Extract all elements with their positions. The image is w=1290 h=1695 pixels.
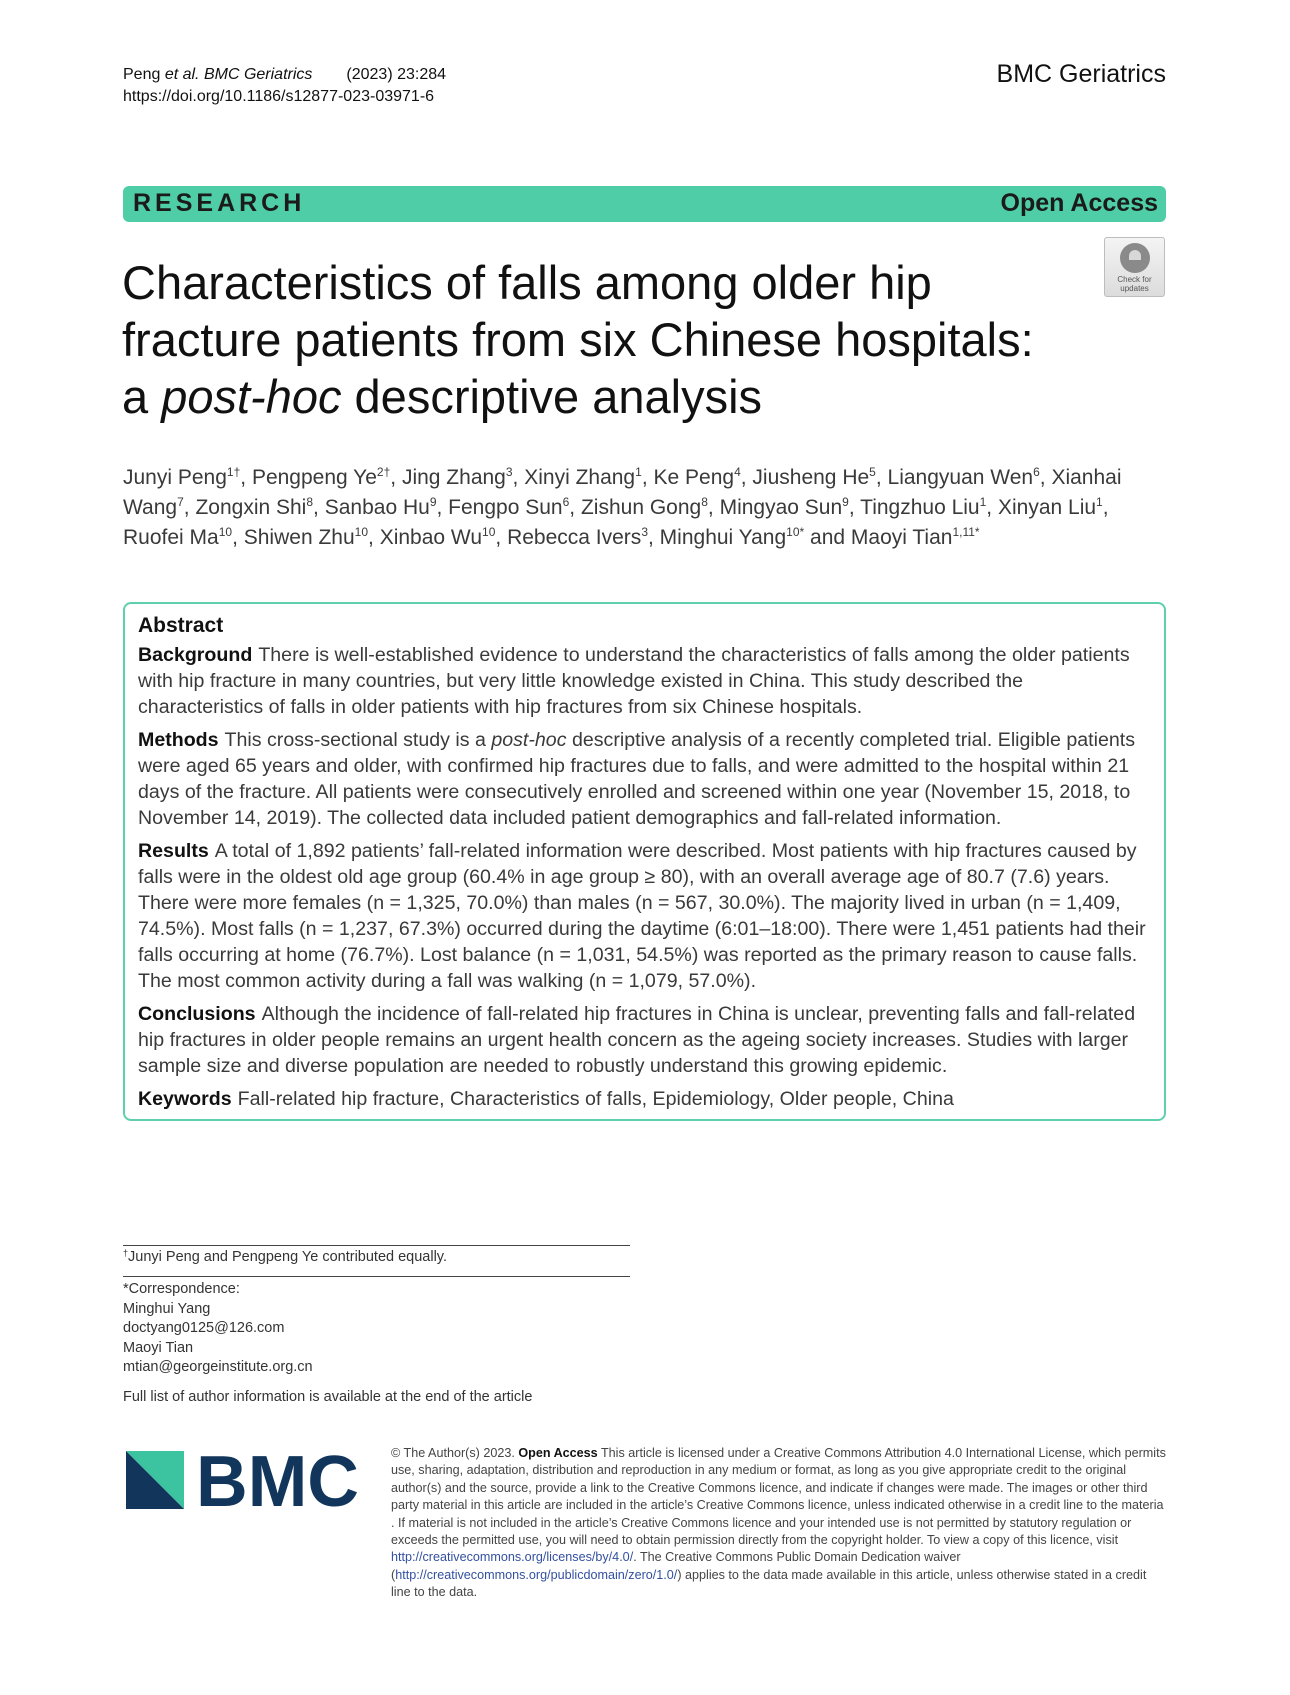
- citation-year-volume: (2023) 23:284: [346, 66, 447, 83]
- author-name: Mingyao Sun: [719, 496, 843, 519]
- author-separator: ,: [648, 526, 660, 549]
- section-text: This cross-sectional study is a: [224, 729, 492, 751]
- author-separator: ,: [1102, 496, 1109, 519]
- author-affiliation: 1: [1096, 495, 1103, 509]
- author-affiliation: 9: [429, 495, 437, 509]
- author-name: Jing Zhang: [401, 466, 506, 489]
- author-separator: ,: [740, 466, 753, 489]
- author-name: Fengpo Sun: [448, 496, 563, 519]
- author-affiliation: 6: [562, 495, 570, 509]
- author-name: Tingzhuo Liu: [860, 496, 980, 519]
- correspondence-block: [123, 1280, 313, 1378]
- author-name: Jiusheng He: [752, 466, 870, 489]
- footnote-divider: [123, 1276, 630, 1277]
- author-entry[interactable]: [752, 466, 875, 489]
- author-entry[interactable]: [507, 526, 648, 549]
- author-separator: ,: [183, 496, 196, 519]
- section-label: Background: [138, 644, 253, 666]
- license-open-access: Open Access: [518, 1446, 598, 1460]
- equal-contribution-text: Junyi Peng and Pengpeng Ye contributed equally.: [128, 1249, 448, 1265]
- author-affiliation: 10: [218, 525, 233, 539]
- cc0-link[interactable]: http://creativecommons.org/publicdomain/zero/1.0/: [395, 1567, 678, 1582]
- abstract-heading: Abstract: [138, 614, 224, 637]
- section-text: Fall-related hip fracture, Characteristics of falls, Epidemiology, Older people, China: [237, 1088, 954, 1110]
- license-link[interactable]: http://creativecommons.org/licenses/by/4.0/: [391, 1550, 634, 1565]
- title-line-2: fracture patients from six Chinese hospitals:: [122, 313, 1034, 366]
- section-label: Conclusions: [138, 1003, 256, 1025]
- author-entry[interactable]: [720, 496, 849, 519]
- author-affiliation: 7: [177, 495, 184, 509]
- correspondence-label: *Correspondence:: [123, 1281, 240, 1297]
- author-affiliation: 6: [1033, 465, 1040, 479]
- title-line-3-start: a: [122, 370, 162, 423]
- author-affiliation: 1,11*: [952, 525, 980, 539]
- author-name: Zongxin Shi: [195, 496, 307, 519]
- citation-author: Peng: [123, 66, 165, 83]
- author-affiliation: 5: [869, 465, 876, 479]
- citation-header: [123, 64, 446, 108]
- author-entry[interactable]: [123, 526, 232, 549]
- author-affiliation: 8: [306, 495, 314, 509]
- article-type-banner: [123, 186, 1166, 222]
- author-separator: ,: [368, 526, 380, 549]
- author-separator: ,: [436, 496, 449, 519]
- copyright-text: © The Author(s) 2023.: [391, 1446, 519, 1460]
- author-affiliation: 10: [482, 525, 496, 539]
- license-statement: [391, 1445, 1167, 1602]
- author-entry[interactable]: [195, 496, 313, 519]
- section-text: A total of 1,892 patients’ fall-related information were described. Most patients with hip fractures caused by falls were in the oldest old age group (60.4% in age group ≥ 80), with an overall average age of 80.7 (7.6) years. There were more females (n = 1,325, 70.0%) than males (n = 567, 30.0%). The majority lived in urban (n = 1,409, 74.5%). Most falls (n = 1,237, 67.3%) occurred during the daytime (6:01–18:00). There were 1,451 patients had their falls occurring at home (76.7%). Lost balance (n = 1,031, 54.5%) was reported as the primary reason to cause falls. The most common activity during a fall was walking (n = 1,079, 57.0%).: [138, 840, 1146, 992]
- citation-line: [123, 64, 446, 86]
- section-text: Although the incidence of fall-related hip fractures in China is unclear, preventing falls and fall-related hip fractures in older people remains an urgent health concern as the ageing society increases. Studies with larger sample size and diverse population are needed to robustly understand this growing epidemic.: [138, 1003, 1136, 1077]
- abstract-methods: [138, 727, 1150, 831]
- author-name: Ruofei Ma: [123, 526, 219, 549]
- bmc-logo: [126, 1451, 361, 1509]
- license-text: ) applies to the data made available in this article, unless otherwise stated in a credit line to the data.: [391, 1567, 1147, 1600]
- author-affiliation: 2†: [376, 465, 391, 479]
- abstract-results: [138, 838, 1150, 994]
- title-line-3: [122, 368, 1082, 425]
- author-separator: ,: [641, 466, 654, 489]
- author-entry[interactable]: [448, 496, 569, 519]
- author-entry[interactable]: [244, 526, 368, 549]
- section-text: There is well-established evidence to understand the characteristics of falls among the older patients with hip fracture in many countries, but very little knowledge existed in China. This study described the characteristics of falls in older patients with hip fractures from six Chinese hospitals.: [138, 644, 1130, 718]
- author-info-note: Full list of author information is available at the end of the article: [123, 1389, 533, 1405]
- author-separator: and: [804, 526, 851, 549]
- correspondent-name: Minghui Yang: [123, 1300, 211, 1317]
- author-name: Ke Peng: [653, 466, 735, 489]
- author-separator: ,: [512, 466, 525, 489]
- author-name: Xinyan Liu: [997, 496, 1097, 519]
- author-name: Xinbao Wu: [379, 526, 483, 549]
- crossmark-icon: [1120, 243, 1150, 273]
- license-text: . The Creative Commons Public Domain Dedication waiver (: [391, 1550, 961, 1582]
- correspondent-email[interactable]: doctyang0125@126.com: [123, 1320, 285, 1336]
- abstract-keywords: [138, 1086, 1150, 1112]
- author-separator: ,: [313, 496, 325, 519]
- title-line-3-end: descriptive analysis: [341, 370, 763, 423]
- footnote-divider: [123, 1245, 630, 1246]
- author-separator: ,: [232, 526, 244, 549]
- author-name: Sanbao Hu: [324, 496, 430, 519]
- author-list: [123, 463, 1173, 553]
- author-entry[interactable]: [888, 466, 1040, 489]
- author-affiliation: 3: [641, 525, 648, 539]
- check-for-updates-badge[interactable]: [1104, 237, 1165, 297]
- author-entry[interactable]: [998, 496, 1103, 519]
- author-affiliation: 10*: [786, 525, 805, 539]
- author-entry[interactable]: [860, 496, 986, 519]
- author-affiliation: 8: [701, 495, 708, 509]
- author-name: Zishun Gong: [580, 496, 702, 519]
- open-access-label: Open Access: [1000, 189, 1158, 217]
- author-affiliation: 1: [635, 465, 642, 479]
- license-text: This article is licensed under a Creative Commons Attribution 4.0 International License, which permits use, sharing, adaptation, distribution and reproduction in any medium or format, as long as you give appropriate credit to the original author(s) and the source, provide a link to the Creative Commons licence, and indicate if changes were made. The images or other third party material in this article are included in the article’s Creative Commons licence, unless indicated otherwise in a credit line to the materia . If material is not included in the article’s Creative Commons licence and your intended use is not permitted by statutory regulation or exceeds the permitted use, you will need to obtain permission directly from the copyright holder. To view a copy of this licence, visit: [391, 1446, 1166, 1548]
- journal-name: BMC Geriatrics: [996, 60, 1166, 88]
- author-name: Xinyi Zhang: [524, 466, 636, 489]
- author-entry[interactable]: [252, 466, 390, 489]
- author-entry[interactable]: [653, 466, 740, 489]
- author-affiliation: 1†: [226, 465, 241, 479]
- author-separator: ,: [240, 466, 252, 489]
- author-name: Junyi Peng: [123, 466, 227, 489]
- title-line-1: Characteristics of falls among older hip: [122, 256, 932, 309]
- author-name: Pengpeng Ye: [251, 466, 377, 489]
- title-italic: post-hoc: [161, 370, 342, 423]
- badge-text-line2: updates: [1120, 284, 1149, 293]
- article-title: [122, 254, 1082, 425]
- author-entry[interactable]: [660, 526, 805, 549]
- section-italic: post-hoc: [491, 729, 567, 751]
- author-name: Liangyuan Wen: [887, 466, 1034, 489]
- author-entry[interactable]: [402, 466, 513, 489]
- citation-journal: et al. BMC Geriatrics: [164, 66, 313, 83]
- author-separator: ,: [986, 496, 998, 519]
- abstract-box: [123, 602, 1166, 1121]
- author-name: Shiwen Zhu: [243, 526, 355, 549]
- author-name: Minghui Yang: [659, 526, 787, 549]
- author-affiliation: 10: [354, 525, 369, 539]
- author-separator: ,: [848, 496, 861, 519]
- author-entry[interactable]: [581, 496, 708, 519]
- author-affiliation: 1: [979, 495, 987, 509]
- logo-wordmark: BMC: [196, 1451, 359, 1509]
- author-separator: ,: [569, 496, 581, 519]
- author-entry[interactable]: [380, 526, 496, 549]
- author-separator: ,: [875, 466, 888, 489]
- author-name: Xianhai Wang: [123, 466, 1122, 519]
- author-affiliation: 4: [734, 465, 741, 479]
- abstract-conclusions: [138, 1001, 1150, 1079]
- author-affiliation: 9: [842, 495, 849, 509]
- equal-contribution-note: [123, 1248, 447, 1268]
- section-label: Methods: [138, 729, 219, 751]
- abstract-background: [138, 642, 1150, 720]
- section-text: descriptive analysis of a recently completed trial. Eligible patients were aged 65 years and older, with confirmed hip fractures due to falls, and were admitted to the hospital within 21 days of the fracture. All patients were consecutively enrolled and screened within one year (November 15, 2018, to November 14, 2019). The collected data included patient demographics and fall-related information.: [138, 729, 1135, 829]
- author-affiliation: 3: [505, 465, 513, 479]
- dagger-mark: †: [123, 1248, 129, 1258]
- badge-text-line1: Check for: [1117, 275, 1152, 284]
- author-name: Rebecca Ivers: [507, 526, 642, 549]
- correspondent-name: Maoyi Tian: [123, 1339, 194, 1356]
- author-entry[interactable]: [325, 496, 437, 519]
- section-label: Keywords: [138, 1088, 232, 1110]
- author-entry[interactable]: [851, 526, 980, 549]
- author-separator: ,: [1039, 466, 1052, 489]
- author-name: Maoyi Tian: [850, 526, 953, 549]
- section-label: Results: [138, 840, 209, 862]
- author-separator: ,: [707, 496, 720, 519]
- author-entry[interactable]: [123, 466, 240, 489]
- author-entry[interactable]: [524, 466, 642, 489]
- article-type-label: RESEARCH: [133, 189, 306, 217]
- doi-link[interactable]: https://doi.org/10.1186/s12877-023-03971-6: [123, 88, 435, 105]
- author-separator: ,: [390, 466, 402, 489]
- author-separator: ,: [495, 526, 508, 549]
- correspondent-email[interactable]: mtian@georgeinstitute.org.cn: [123, 1359, 313, 1375]
